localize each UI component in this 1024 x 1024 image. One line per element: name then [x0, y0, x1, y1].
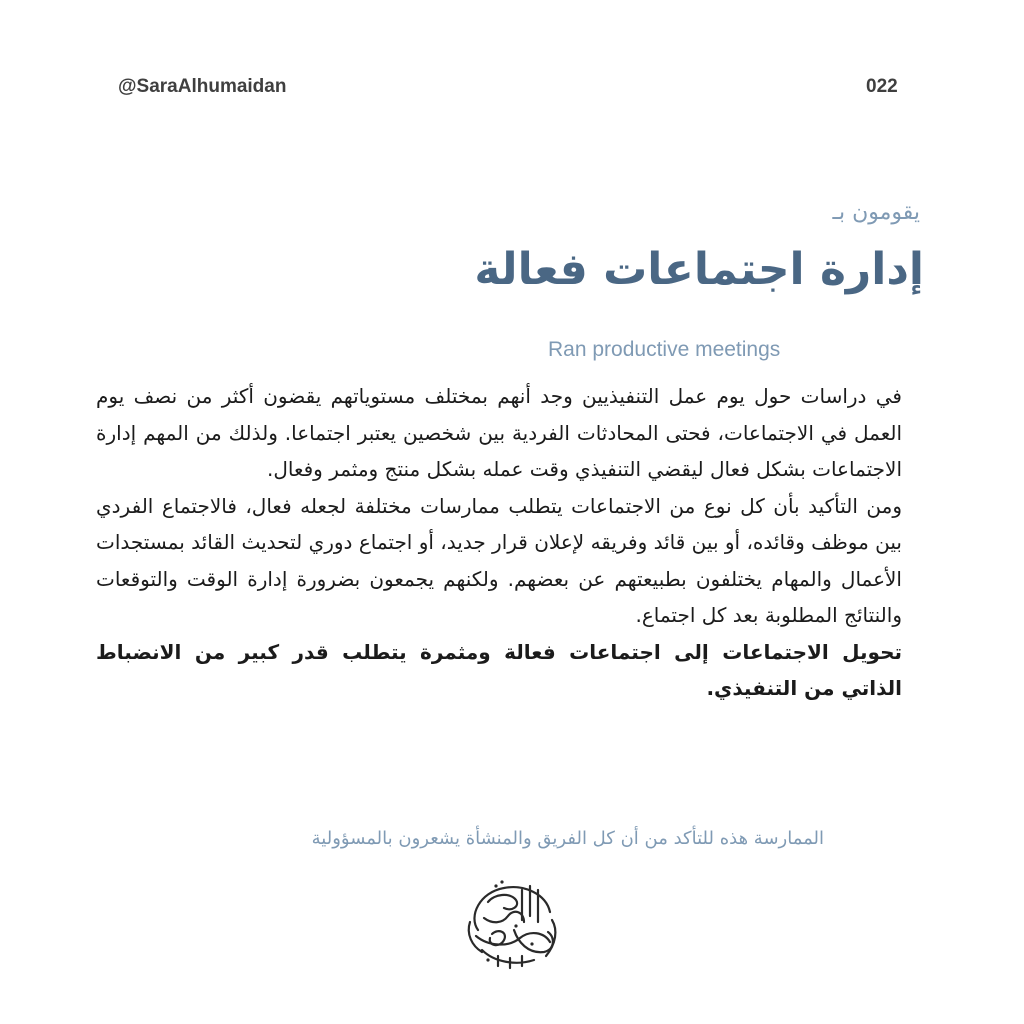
calligraphy-signature-icon	[458, 872, 564, 972]
author-handle: @SaraAlhumaidan	[118, 76, 287, 97]
kicker-text: يقومون بـ	[832, 200, 920, 225]
body-emphasis: تحويل الاجتماعات إلى اجتماعات فعالة ومثمرة يتطلب قدر كبير من الانضباط الذاتي من التنفيذي.	[96, 639, 902, 700]
page-title: إدارة اجتماعات فعالة	[474, 244, 924, 295]
footnote: الممارسة هذه للتأكد من أن كل الفريق والمنشأة يشعرون بالمسؤولية	[311, 828, 824, 849]
article-body	[96, 378, 902, 707]
page-number: 022	[866, 76, 898, 97]
body-paragraph-2: ومن التأكيد بأن كل نوع من الاجتماعات يتطلب ممارسات مختلفة لجعله فعال، فالاجتماع الفردي بين موظف وقائده، أو بين قائد وفريقه لإعلان قرار جديد، أو اجتماع دوري لتحديث القائد بمستجدات الأعمال والمهام يختلفون بطبيعتهم عن بعضهم. ولكنهم يجمعون بضرورة إدارة الوقت والتوقعات والنتائج المطلوبة بعد كل اجتماع.	[96, 493, 902, 627]
body-paragraph-1: في دراسات حول يوم عمل التنفيذيين وجد أنهم بمختلف مستوياتهم يقضون أكثر من نصف يوم العمل في الاجتماعات، فحتى المحادثات الفردية بين شخصين يعتبر اجتماعا. ولذلك من المهم إدارة الاجتماعات بشكل فعال ليقضي التنفيذي وقت عمله بشكل منتج ومثمر وفعال.	[96, 384, 902, 481]
english-subtitle: Ran productive meetings	[548, 338, 781, 361]
